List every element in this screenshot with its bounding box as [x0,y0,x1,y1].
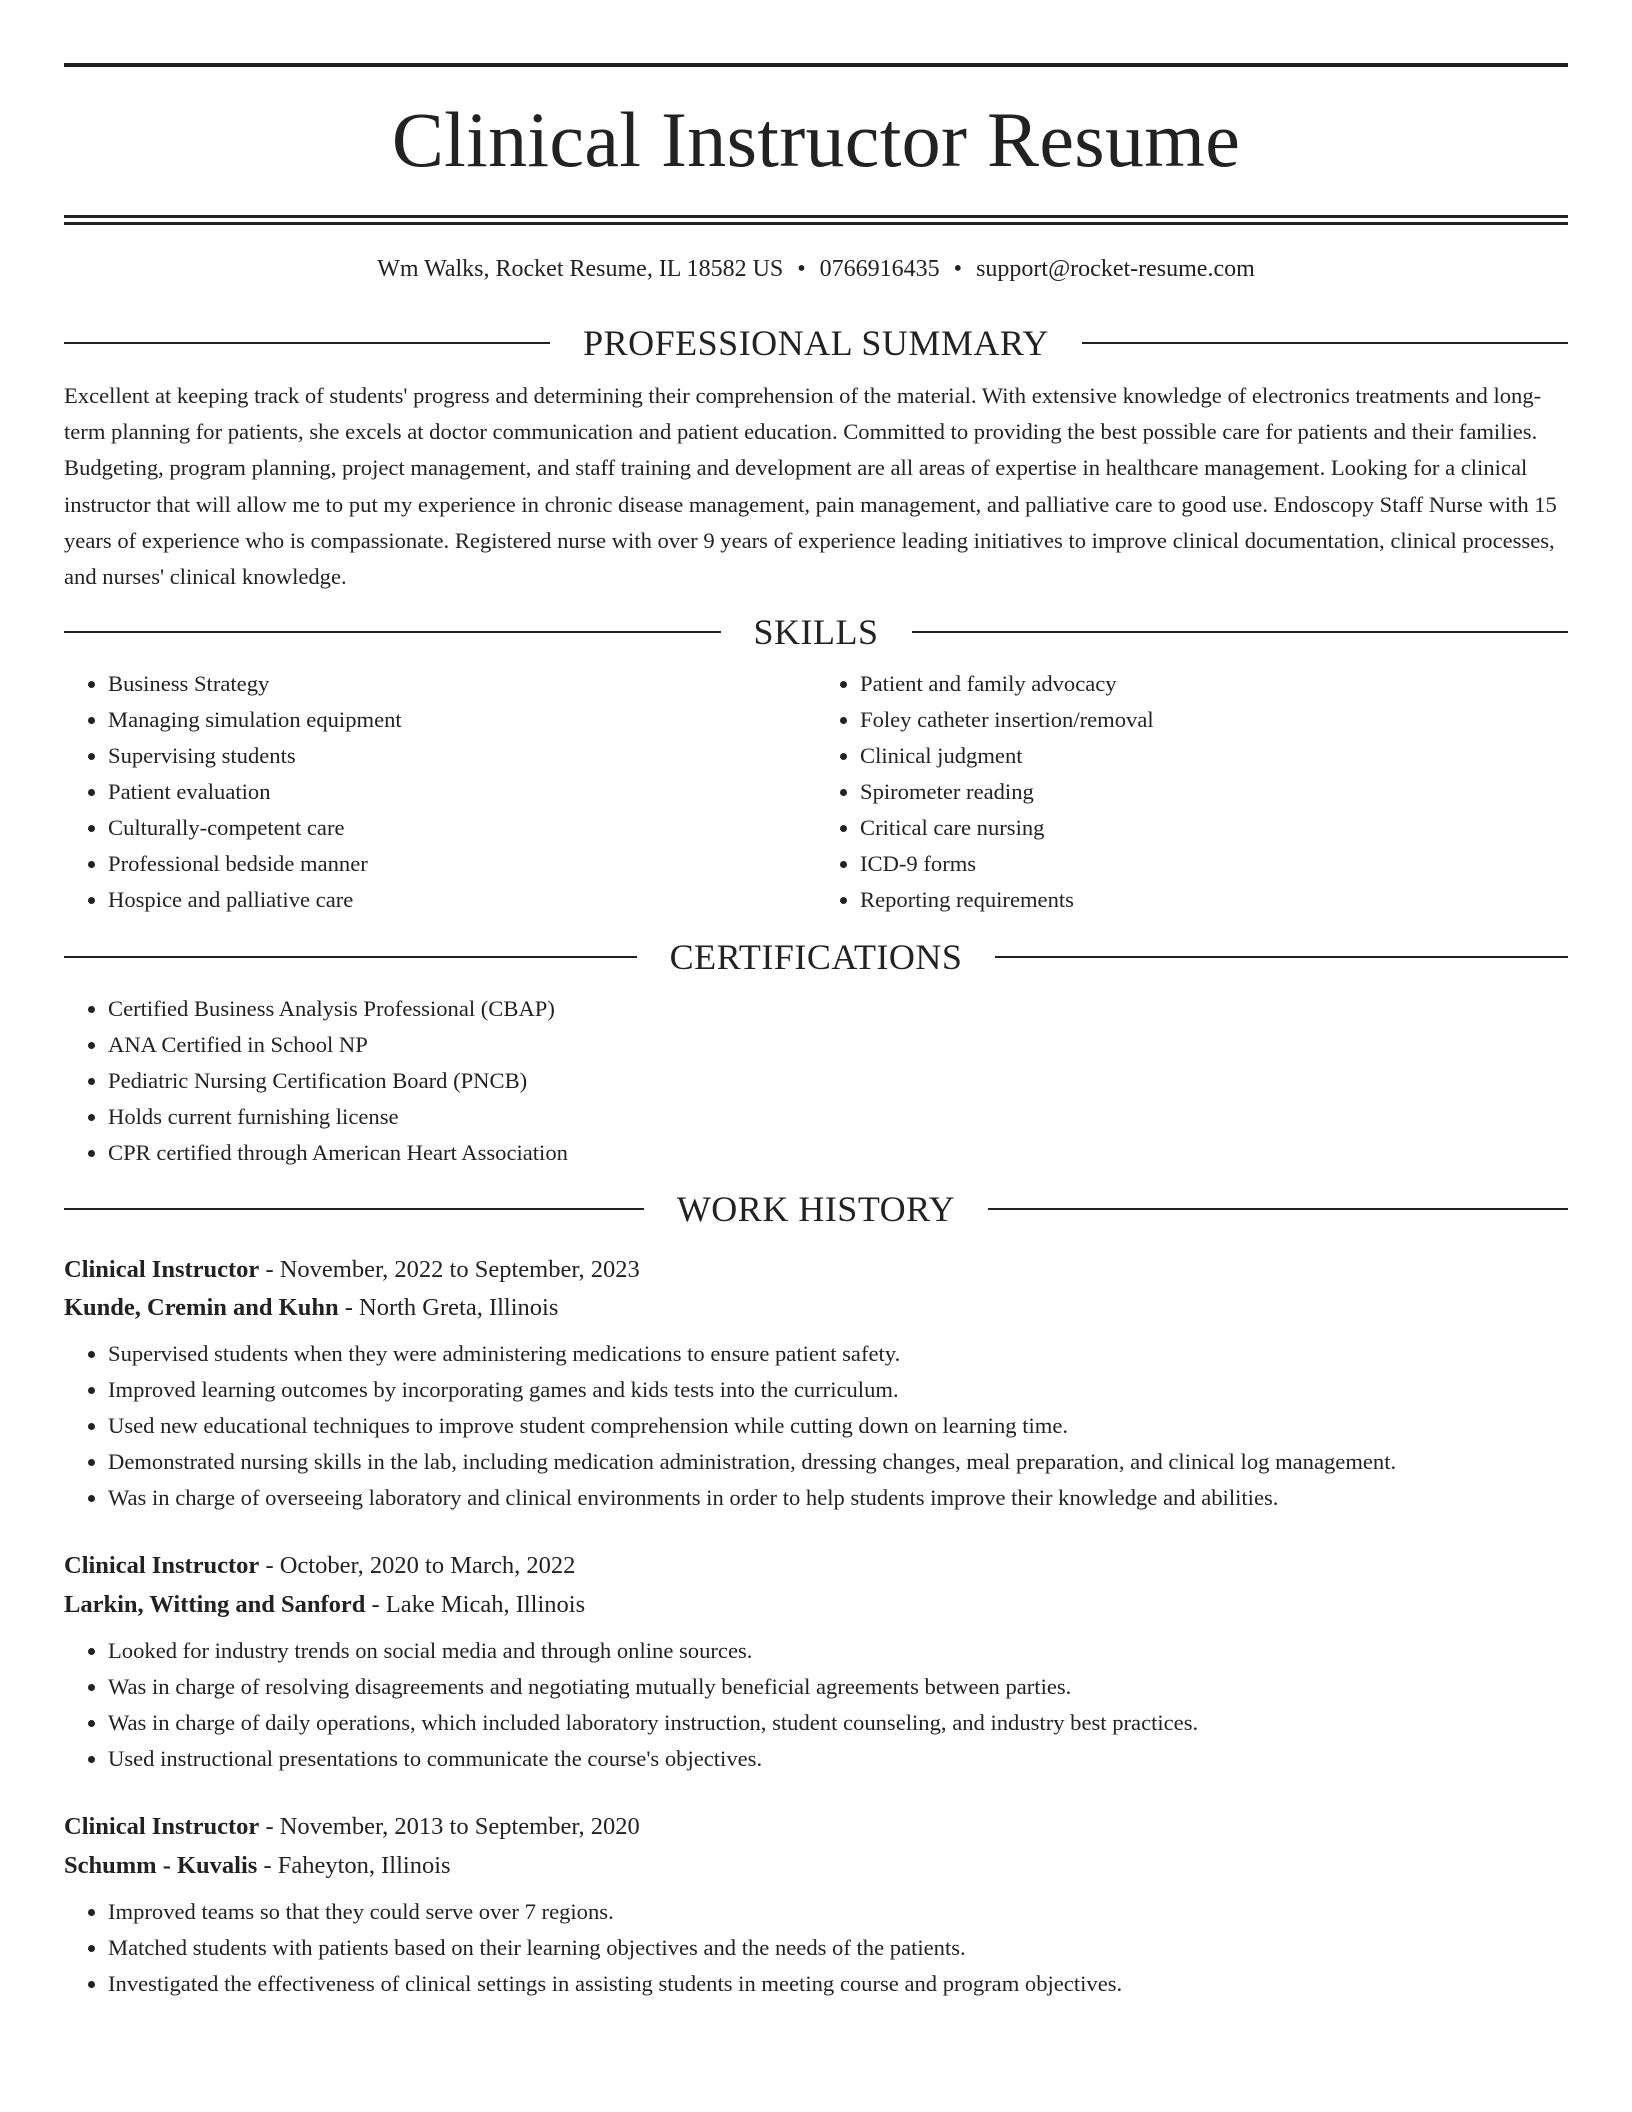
job-dates: - November, 2022 to September, 2023 [259,1255,640,1283]
heading-rule [912,631,1569,633]
job-company-line [64,1293,1568,1322]
resume-title: Clinical Instructor Resume [391,96,1241,183]
skill-item: • Patient evaluation [108,774,816,810]
certifications-heading [64,936,1568,977]
skill-item: • Professional bedside manner [108,846,816,882]
job-dates: - November, 2013 to September, 2020 [259,1813,640,1841]
heading-rule [1082,342,1568,344]
heading-rule [64,956,637,958]
work-heading [64,1188,1568,1229]
job-title-line [64,1551,1568,1580]
job-bullet: • Improved teams so that they could serve over 7 regions. [108,1894,1568,1930]
job-bullet: • Was in charge of resolving disagreements and negotiating mutually beneficial agreements between parties. [108,1669,1568,1705]
summary-heading-label: PROFESSIONAL SUMMARY [583,322,1049,363]
certification-item: • Holds current furnishing license [108,1099,1568,1135]
heading-rule [64,1208,644,1210]
job-title-line [64,1812,1568,1841]
contact-line [64,255,1568,284]
job-title: Clinical Instructor [64,1552,260,1580]
heading-rule [64,631,721,633]
job-entry [64,1551,1568,1777]
job-bullet: • Supervised students when they were administering medications to ensure patient safety. [108,1336,1568,1372]
certification-item: • Certified Business Analysis Professional (CBAP) [108,991,1568,1027]
skill-item: • Foley catheter insertion/removal [860,702,1568,738]
job-bullet: • Investigated the effectiveness of clinical settings in assisting students in meeting course and program objectives. [108,1966,1568,2002]
skills-list-right [816,666,1568,918]
job-company-line [64,1851,1568,1880]
work-heading-label: WORK HISTORY [676,1188,956,1229]
job-bullet: • Used instructional presentations to communicate the course's objectives. [108,1741,1568,1777]
job-bullet-list [64,1894,1568,2002]
skills-grid [64,666,1568,918]
skills-list-left [64,666,816,918]
job-location: - Lake Micah, Illinois [365,1590,586,1618]
contact-address: Wm Walks, Rocket Resume, IL 18582 US [377,256,784,282]
job-company: Kunde, Cremin and Kuhn [64,1293,339,1321]
job-bullet: • Used new educational techniques to improve student comprehension while cutting down on learning time. [108,1408,1568,1444]
skills-heading-label: SKILLS [753,611,879,652]
top-rule [64,63,1568,67]
skill-item: • Managing simulation equipment [108,702,816,738]
job-location: - Faheyton, Illinois [257,1851,451,1879]
skill-item: • Hospice and palliative care [108,882,816,918]
skills-column-right [816,666,1568,918]
job-bullet-list [64,1633,1568,1777]
summary-heading [64,322,1568,363]
heading-rule [64,342,550,344]
skills-heading [64,611,1568,652]
job-company: Schumm - Kuvalis [64,1851,258,1879]
job-bullet: • Matched students with patients based on their learning objectives and the needs of the patients. [108,1930,1568,1966]
contact-separator: • [797,256,806,282]
job-bullet: • Improved learning outcomes by incorporating games and kids tests into the curriculum. [108,1372,1568,1408]
certification-item: • CPR certified through American Heart Association [108,1135,1568,1171]
summary-text: Excellent at keeping track of students' progress and determining their comprehension of the material. With extensive knowledge of electronics treatments and long-term planning for patients, she excels at doctor communication and patient education. Committed to providing the best possible care for patients and their families. Budgeting, program planning, project management, and staff training and development are all areas of expertise in healthcare management. Looking for a clinical instructor that will allow me to put my experience in chronic disease management, pain management, and palliative care to good use. Endoscopy Staff Nurse with 15 years of experience who is compassionate. Registered nurse with over 9 years of experience leading initiatives to improve clinical documentation, clinical processes, and nurses' clinical knowledge. [64,382,1557,590]
job-location: - North Greta, Illinois [338,1293,559,1321]
skill-item: • Supervising students [108,738,816,774]
job-dates: - October, 2020 to March, 2022 [259,1552,576,1580]
contact-email: support@rocket-resume.com [976,256,1255,282]
skills-column-left [64,666,816,918]
certifications-list [64,991,1568,1171]
certification-item: • Pediatric Nursing Certification Board (PNCB) [108,1063,1568,1099]
heading-rule [988,1208,1568,1210]
job-entry [64,1812,1568,2002]
certification-item: • ANA Certified in School NP [108,1027,1568,1063]
skill-item: • Business Strategy [108,666,816,702]
job-bullet: • Demonstrated nursing skills in the lab, including medication administration, dressing changes, meal preparation, and clinical log management. [108,1444,1568,1480]
job-title-line [64,1255,1568,1284]
job-title: Clinical Instructor [64,1813,260,1841]
skill-item: • Critical care nursing [860,810,1568,846]
skill-item: • Clinical judgment [860,738,1568,774]
certifications-heading-label: CERTIFICATIONS [669,936,963,977]
job-bullet: • Was in charge of overseeing laboratory and clinical environments in order to help students improve their knowledge and abilities. [108,1480,1568,1516]
job-company: Larkin, Witting and Sanford [64,1590,366,1618]
heading-rule [995,956,1568,958]
job-bullet-list [64,1336,1568,1516]
skill-item: • Reporting requirements [860,882,1568,918]
contact-separator: • [953,256,963,282]
skill-item: • ICD-9 forms [860,846,1568,882]
skill-item: • Spirometer reading [860,774,1568,810]
skill-item: • Culturally-competent care [108,810,816,846]
job-bullet: • Was in charge of daily operations, which included laboratory instruction, student counseling, and industry best practices. [108,1705,1568,1741]
job-company-line [64,1590,1568,1619]
job-title: Clinical Instructor [64,1255,260,1283]
job-bullet: • Looked for industry trends on social media and through online sources. [108,1633,1568,1669]
title-double-rule [64,215,1568,225]
job-entry [64,1255,1568,1517]
skill-item: • Patient and family advocacy [860,666,1568,702]
contact-phone: 0766916435 [819,256,940,282]
